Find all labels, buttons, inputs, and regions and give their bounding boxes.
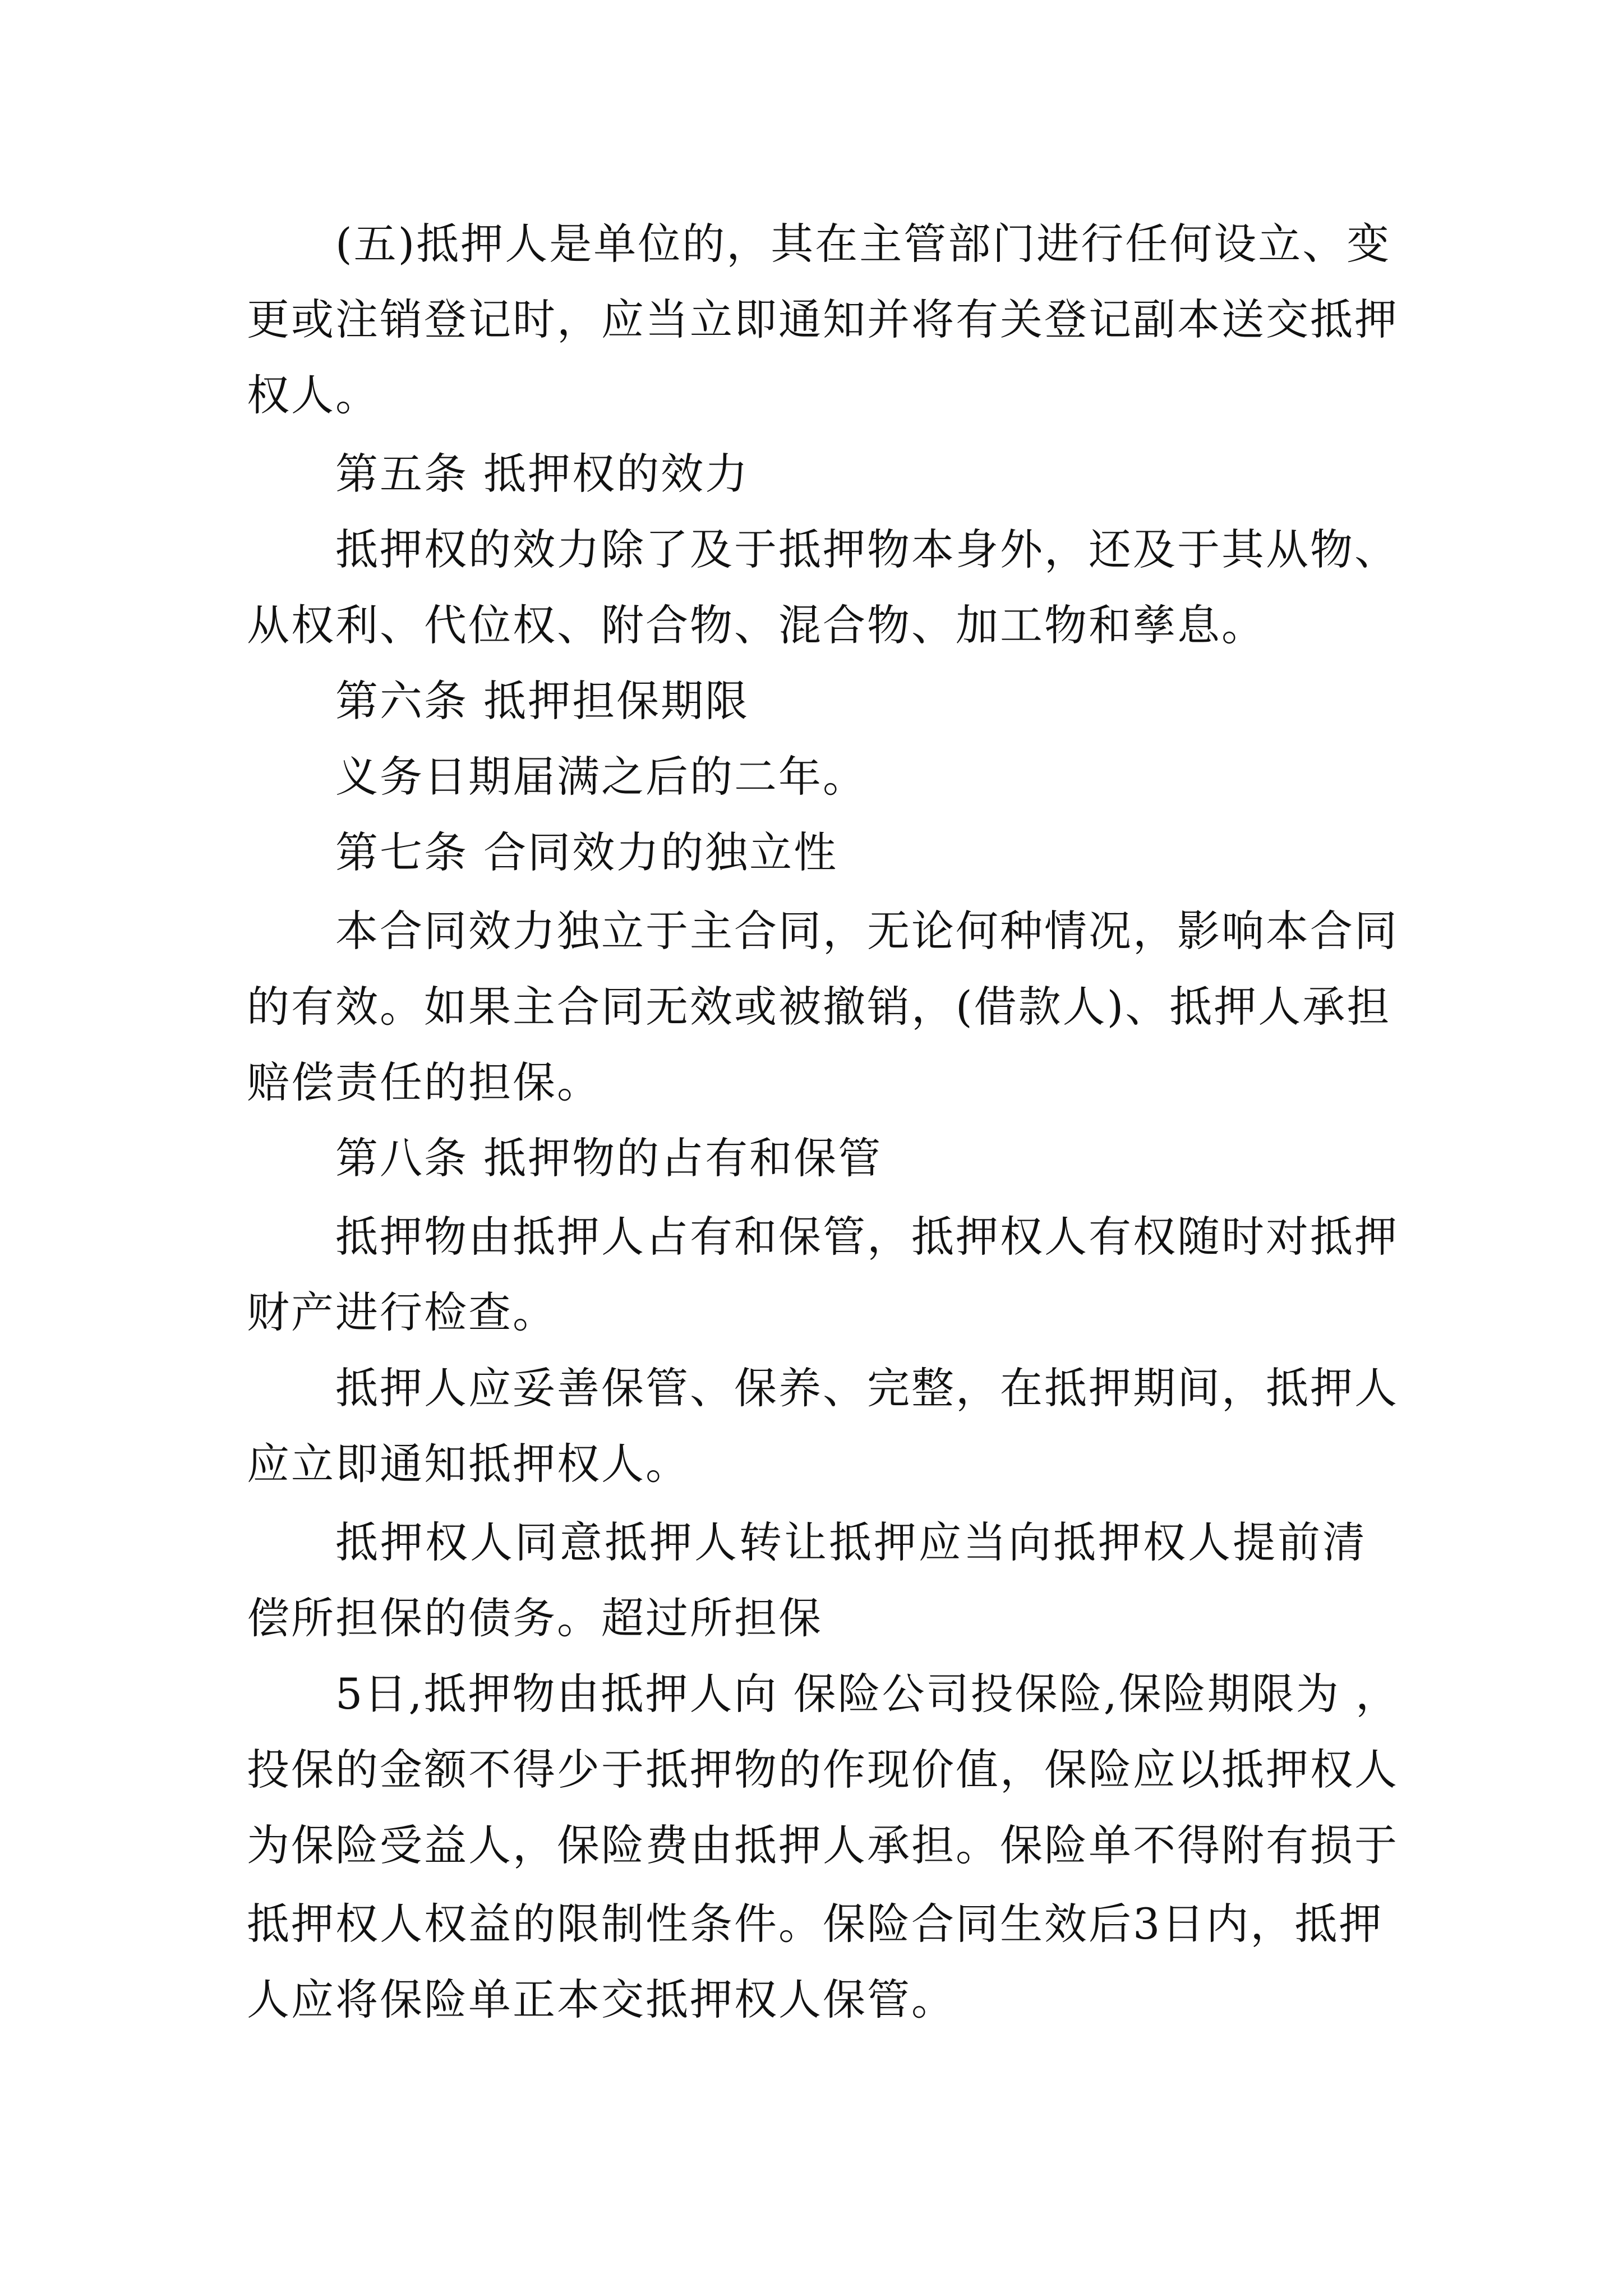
article-heading: 第六条 抵押担保期限 [335, 676, 750, 726]
paragraph-line: 更或注销登记时，应当立即通知并将有关登记副本送交抵押 [247, 295, 1399, 344]
article-heading: 第八条 抵押物的占有和保管 [335, 1133, 883, 1183]
article-heading: 第五条 抵押权的效力 [335, 449, 750, 499]
paragraph-line: 权人。 [247, 370, 380, 420]
paragraph-line: 赔偿责任的担保。 [247, 1057, 601, 1107]
paragraph-line: 抵押权人同意抵押人转让抵押应当向抵押权人提前清 [335, 1517, 1367, 1567]
paragraph-line: 财产进行检查。 [247, 1287, 557, 1337]
paragraph-line: 抵押权的效力除了及于抵押物本身外，还及于其从物、 [335, 524, 1399, 574]
paragraph-line: 本合同效力独立于主合同，无论何种情况，影响本合同 [335, 906, 1399, 956]
paragraph-line: 为保险受益人，保险费由抵押人承担。保险单不得附有损于 [247, 1820, 1399, 1870]
paragraph-line: 投保的金额不得少于抵押物的作现价值，保险应以抵押权人 [247, 1745, 1399, 1795]
paragraph-line: 抵押权人权益的限制性条件。保险合同生效后3日内，抵押 [247, 1899, 1384, 1949]
paragraph-line: 的有效。如果主合同无效或被撤销，(借款人)、抵押人承担 [247, 982, 1391, 1032]
paragraph-line: 5日,抵押物由抵押人向 保险公司投保险,保险期限为 ， [335, 1669, 1400, 1719]
paragraph-line: 义务日期届满之后的二年。 [335, 752, 867, 802]
paragraph-line: 偿所担保的债务。超过所担保 [247, 1593, 823, 1643]
paragraph-line: 抵押人应妥善保管、保养、完整，在抵押期间，抵押人 [335, 1363, 1399, 1413]
paragraph-line: (五)抵押人是单位的，其在主管部门进行任何设立、变 [335, 219, 1391, 269]
paragraph-line: 人应将保险单正本交抵押权人保管。 [247, 1975, 956, 2024]
paragraph-line: 应立即通知抵押权人。 [247, 1439, 690, 1489]
paragraph-line: 从权利、代位权、附合物、混合物、加工物和孳息。 [247, 600, 1266, 650]
paragraph-line: 抵押物由抵押人占有和保管，抵押权人有权随时对抵押 [335, 1212, 1399, 1262]
article-heading: 第七条 合同效力的独立性 [335, 827, 838, 877]
